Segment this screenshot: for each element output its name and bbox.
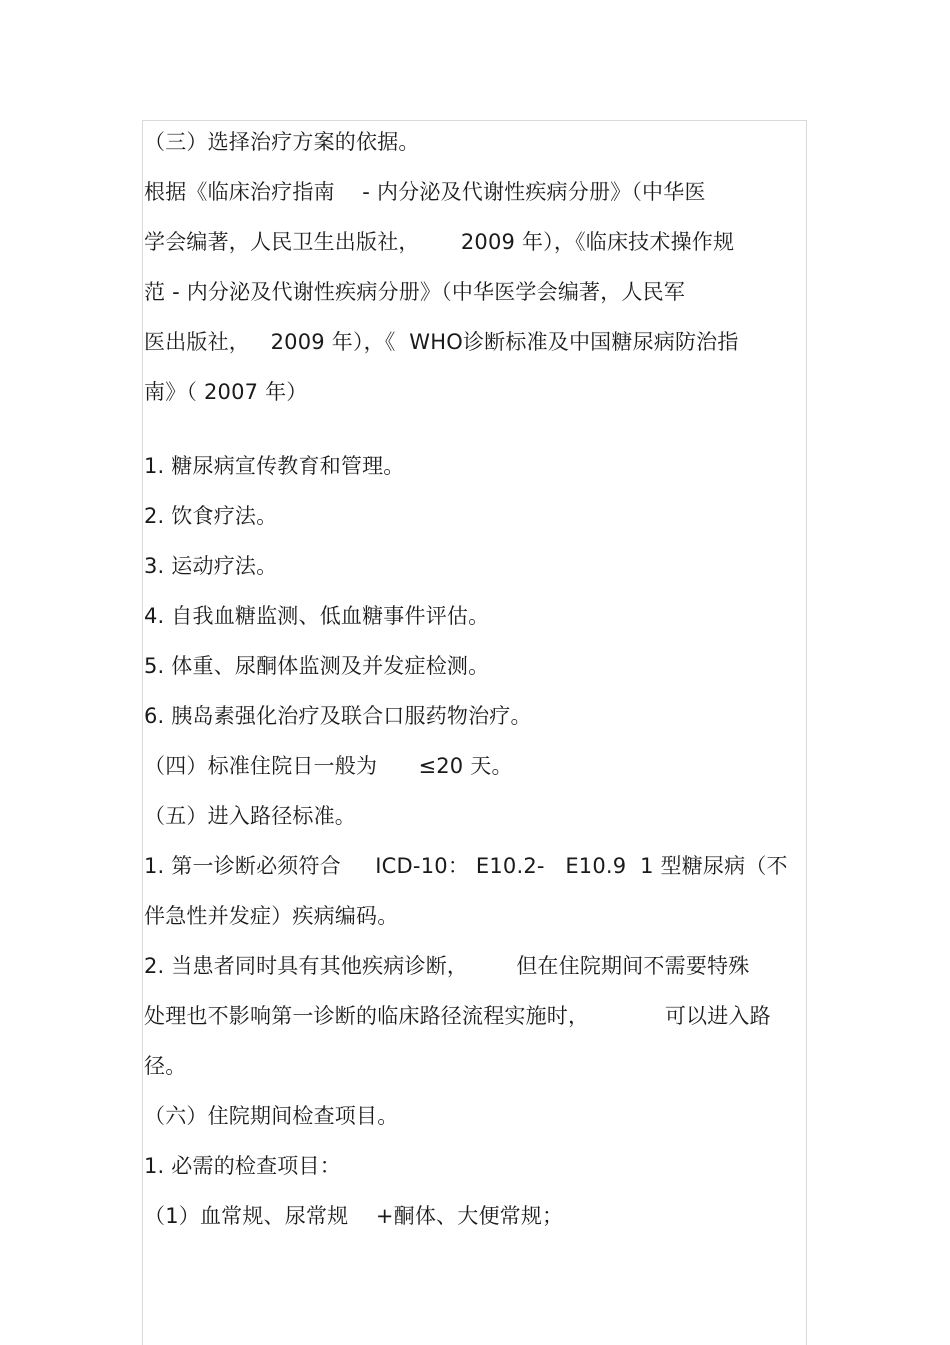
list-item: 6. 胰岛素强化治疗及联合口服药物治疗。 (144, 704, 532, 728)
section-heading-basis: （三）选择治疗方案的依据。 (144, 130, 420, 154)
section-heading-stay: （四）标准住院日一般为 ≤20 天。 (144, 754, 513, 778)
list-item: 3. 运动疗法。 (144, 554, 278, 578)
paragraph-line: 根据《临床治疗指南 - 内分泌及代谢性疾病分册》（中华医 (144, 180, 706, 204)
section-heading-tests: （六）住院期间检查项目。 (144, 1104, 399, 1128)
list-item: 2. 当患者同时具有其他疾病诊断， 但在住院期间不需要特殊 (144, 954, 750, 978)
list-item: 1. 第一诊断必须符合 ICD-10： E10.2- E10.9 1 型糖尿病（不 (144, 854, 788, 878)
paragraph-line: 南》（ 2007 年） (144, 380, 308, 404)
list-item-continuation: 处理也不影响第一诊断的临床路径流程实施时， 可以进入路 (144, 1004, 771, 1028)
list-item: 1. 必需的检查项目： (144, 1154, 341, 1178)
list-item: 2. 饮食疗法。 (144, 504, 278, 528)
sub-list-item: （1）血常规、尿常规 +酮体、大便常规； (144, 1204, 564, 1228)
list-item-continuation: 伴急性并发症）疾病编码。 (144, 904, 399, 928)
list-item-continuation: 径。 (144, 1054, 187, 1078)
list-item: 4. 自我血糖监测、低血糖事件评估。 (144, 604, 490, 628)
paragraph-line: 学会编著，人民卫生出版社， 2009 年），《临床技术操作规 (144, 230, 735, 254)
paragraph-line: 医出版社， 2009 年），《 WHO诊断标准及中国糖尿病防治指 (144, 330, 739, 354)
paragraph-line: 范 - 内分泌及代谢性疾病分册》（中华医学会编著，人民军 (144, 280, 686, 304)
section-heading-entry: （五）进入路径标准。 (144, 804, 356, 828)
list-item: 1. 糖尿病宣传教育和管理。 (144, 454, 405, 478)
list-item: 5. 体重、尿酮体监测及并发症检测。 (144, 654, 490, 678)
